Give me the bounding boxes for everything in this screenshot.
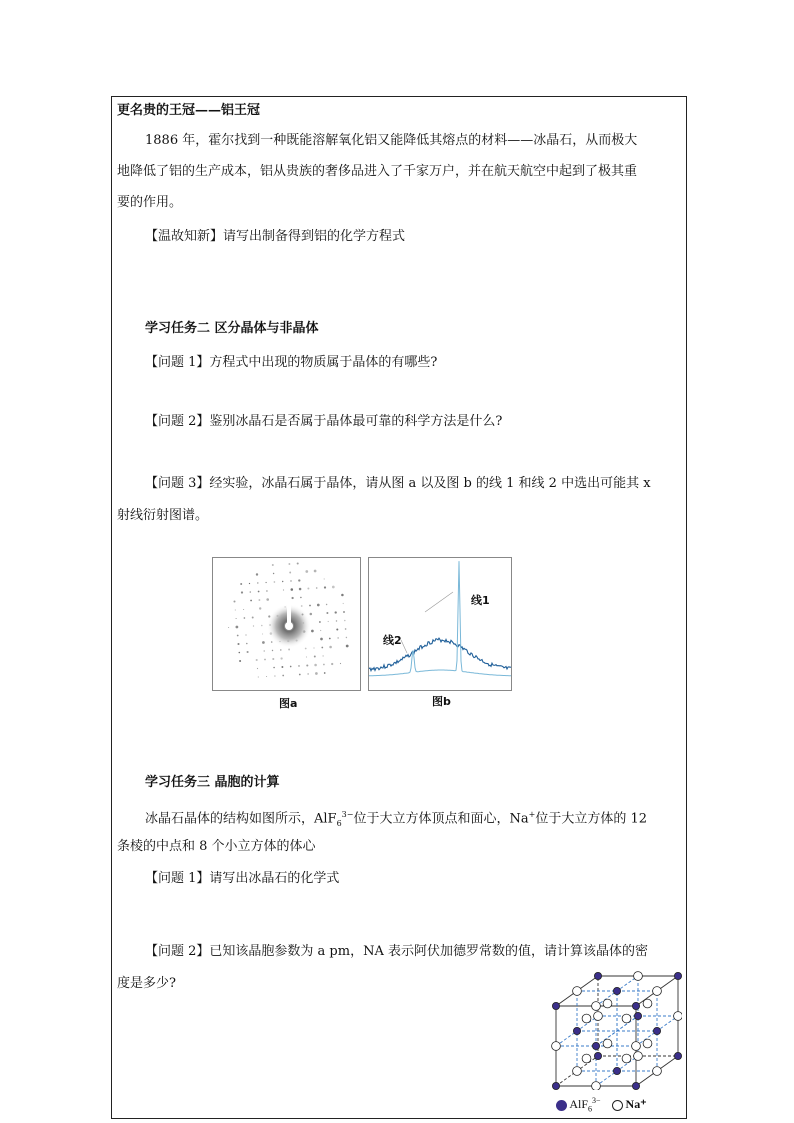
diffraction-spot — [321, 647, 323, 649]
diffraction-spot — [237, 643, 239, 645]
alf6-ion — [674, 1052, 681, 1059]
na-ion — [632, 1042, 641, 1051]
na-ion — [573, 1067, 582, 1076]
diffraction-spot — [316, 587, 318, 589]
unit-cell-legend: AlF$_6^{3-}$ Na⁺ — [556, 1096, 647, 1113]
diffraction-spot — [307, 588, 309, 590]
diffraction-spot — [331, 663, 333, 665]
diffraction-spot — [239, 660, 241, 662]
section-title: 更名贵的王冠——铝王冠 — [117, 103, 261, 118]
diffraction-spot — [244, 617, 246, 619]
diffraction-spot — [341, 594, 344, 597]
diffraction-spot — [326, 612, 328, 614]
diffraction-spot — [345, 628, 347, 630]
na-ion — [592, 1002, 601, 1011]
alf6-ion — [552, 1002, 559, 1009]
diffraction-spot — [243, 609, 244, 610]
alf6-ion — [592, 1042, 599, 1049]
diffraction-spot — [315, 672, 318, 675]
diffraction-spot — [313, 647, 314, 648]
diffraction-spot — [317, 604, 320, 607]
diffraction-spot — [298, 579, 300, 581]
intro-line-3: 要的作用。 — [117, 195, 183, 210]
diffraction-spot — [258, 599, 260, 601]
diffraction-spot — [324, 578, 325, 579]
na-ion — [643, 1039, 652, 1048]
diffraction-spot — [340, 663, 341, 664]
diffraction-spot — [290, 580, 291, 581]
diffraction-spot — [343, 603, 344, 604]
diffraction-spot — [288, 649, 290, 651]
alf6-ion — [573, 1027, 580, 1034]
diffraction-spot — [250, 591, 252, 593]
task2-question-1: 【问题 1】方程式中出现的物质属于晶体的有哪些? — [145, 355, 438, 370]
diffraction-spot — [314, 570, 317, 573]
diffraction-spot — [258, 676, 259, 677]
diffraction-spot — [299, 588, 302, 591]
alf6-ion — [674, 972, 681, 979]
diffraction-spot — [228, 627, 229, 628]
diffraction-spot — [274, 581, 276, 583]
figure-b-line2-label: 线2 — [383, 634, 402, 647]
task2-question-3-line2: 射线衍射图谱。 — [117, 508, 209, 523]
diffraction-spot — [336, 620, 337, 621]
na-ion — [622, 1014, 631, 1023]
na-ion — [653, 1067, 662, 1076]
diffraction-spot — [338, 637, 339, 638]
alf6-ion — [634, 1012, 641, 1019]
diffraction-spot — [335, 611, 337, 613]
diffraction-spot — [247, 651, 249, 653]
diffraction-spot — [266, 676, 267, 677]
diffraction-spot — [253, 625, 254, 626]
diffraction-spot — [272, 564, 274, 566]
figure-a-caption: 图a — [279, 697, 298, 710]
na-ion — [622, 1054, 631, 1063]
diffraction-spot — [264, 650, 265, 651]
diffraction-spot — [324, 586, 326, 588]
diffraction-spot — [282, 675, 284, 677]
diffraction-spot — [264, 659, 266, 661]
diffraction-spot — [326, 604, 327, 605]
alf6-ion — [613, 987, 620, 994]
task3-description-line1: 冰晶石晶体的结构如图所示，AlF$_6^{3-}$位于大立方体顶点和面心，Na+位于大立方体的 12 — [145, 810, 647, 828]
na-ion — [653, 987, 662, 996]
na-ion — [634, 972, 643, 981]
diffraction-spot — [241, 591, 243, 593]
alf6-ion — [653, 1027, 660, 1034]
diffraction-spot — [324, 672, 326, 674]
diffraction-spot — [328, 621, 329, 622]
diffraction-spot — [298, 665, 299, 666]
diffraction-spot — [344, 620, 346, 622]
diffraction-spot — [259, 607, 261, 609]
diffraction-spot — [257, 668, 258, 669]
diffraction-spot — [271, 641, 273, 643]
task3-question-2-line1: 【问题 2】已知该晶胞参数为 a pm，NA 表示阿伏加德罗常数的值，请计算该晶体的密 — [145, 944, 648, 959]
diffraction-spot — [300, 597, 301, 598]
figure-a-image — [213, 558, 360, 690]
diffraction-spot — [280, 649, 281, 650]
diffraction-spot — [289, 572, 291, 574]
diffraction-spot — [236, 618, 237, 619]
diffraction-spot — [311, 630, 314, 633]
diffraction-spot — [329, 646, 332, 649]
diffraction-spot — [273, 667, 275, 669]
figure-a-diffraction-pattern — [212, 557, 361, 691]
diffraction-spot — [235, 609, 236, 610]
diffraction-spot — [343, 611, 345, 613]
task3-heading: 学习任务三 晶胞的计算 — [145, 775, 280, 790]
diffraction-spot — [262, 641, 265, 644]
alf6-legend-icon — [556, 1100, 567, 1111]
cryolite-unit-cell-diagram — [546, 970, 682, 1090]
diffraction-spot — [299, 674, 301, 676]
na-ion — [573, 987, 582, 996]
intro-line-2: 地降低了铝的生产成本，铝从贵族的奢侈品进入了千家万户，并在航天航空中起到了极其重 — [117, 164, 638, 179]
na-ion — [594, 1012, 603, 1021]
figure-b-xrd-curves — [368, 557, 512, 691]
na-ion — [674, 1012, 682, 1021]
figure-b-caption: 图b — [432, 695, 451, 708]
diffraction-spot — [245, 634, 246, 635]
diffraction-spot — [323, 655, 324, 656]
diffraction-spot — [257, 582, 258, 583]
diffraction-spot — [290, 666, 292, 668]
diffraction-spot — [305, 570, 308, 573]
diffraction-spot — [256, 573, 258, 575]
diffraction-spot — [306, 656, 307, 657]
diffraction-spot — [280, 657, 282, 659]
diffraction-spot — [256, 659, 258, 661]
diffraction-spot — [249, 583, 250, 584]
diffraction-spot — [237, 635, 239, 637]
na-ion — [603, 1039, 612, 1048]
diffraction-spot — [252, 617, 254, 619]
na-ion — [603, 999, 612, 1008]
diffraction-spot — [272, 650, 273, 651]
diffraction-spot — [336, 628, 338, 630]
na-ion — [582, 1014, 591, 1023]
diffraction-spot — [265, 582, 266, 583]
diffraction-spot — [314, 664, 317, 667]
diffraction-spot — [332, 586, 335, 589]
diffraction-spot — [261, 625, 263, 627]
task2-heading: 学习任务二 区分晶体与非晶体 — [145, 321, 319, 336]
diffraction-spot — [258, 591, 260, 593]
na-ion — [634, 1052, 643, 1061]
na-ion — [552, 1042, 561, 1051]
diffraction-spot — [346, 645, 349, 648]
diffraction-spot — [238, 652, 240, 654]
diffraction-spot — [320, 630, 321, 631]
diffraction-spot — [297, 562, 299, 564]
diffraction-spot — [310, 613, 313, 616]
diffraction-spot — [272, 658, 274, 660]
diffraction-spot — [266, 590, 268, 592]
diffraction-spot — [262, 633, 263, 634]
diffraction-spot — [306, 664, 308, 666]
figure-b-line1-label: 线1 — [471, 594, 490, 607]
diffraction-spot — [246, 643, 248, 645]
diffraction-spot — [282, 581, 283, 582]
task2-question-2: 【问题 2】鉴别冰晶石是否属于晶体最可靠的科学方法是什么? — [145, 414, 503, 429]
diffraction-spot — [281, 666, 283, 668]
diffraction-spot — [309, 605, 311, 607]
diffraction-spot — [323, 664, 325, 666]
diffraction-spot — [301, 605, 303, 607]
diffraction-spot — [273, 573, 274, 574]
diffraction-spot — [236, 626, 239, 629]
alf6-ion — [594, 972, 601, 979]
diffraction-spot — [319, 621, 321, 623]
intro-line-1: 1886 年，霍尔找到一种既能溶解氧化铝又能降低其熔点的材料——冰晶石，从而极大 — [145, 133, 638, 148]
diffraction-spot — [314, 656, 316, 658]
task2-question-3-line1: 【问题 3】经实验，冰晶石属于晶体，请从图 a 以及图 b 的线 1 和线 2 中选出可能其 x — [145, 476, 651, 491]
task3-question-1: 【问题 1】请写出冰晶石的化学式 — [145, 871, 340, 886]
diffraction-spot — [291, 597, 293, 599]
diffraction-spot — [288, 563, 290, 565]
na-legend-icon — [612, 1100, 623, 1111]
diffraction-spot — [291, 588, 294, 591]
alf6-ion — [594, 1052, 601, 1059]
review-prompt: 【温故知新】请写出制备得到铝的化学方程式 — [145, 229, 406, 244]
alf6-ion — [613, 1067, 620, 1074]
na-ion — [582, 1054, 591, 1063]
na-ion — [592, 1082, 601, 1090]
figure-b-image — [369, 558, 511, 690]
diffraction-spot — [320, 638, 323, 641]
diffraction-spot — [233, 600, 235, 602]
diffraction-spot — [305, 648, 307, 650]
diffraction-spot — [250, 600, 252, 602]
diffraction-spot — [274, 675, 276, 677]
diffraction-spot — [329, 638, 331, 640]
diffraction-spot — [308, 673, 309, 674]
alf6-ion — [632, 1002, 639, 1009]
diffraction-spot — [266, 598, 269, 601]
na-ion — [643, 999, 652, 1008]
diffraction-spot — [283, 589, 284, 590]
task3-question-2-line2: 度是多少? — [117, 976, 176, 991]
alf6-ion — [552, 1082, 559, 1089]
diffraction-spot — [240, 583, 242, 585]
task3-description-line2: 条棱的中点和 8 个小立方体的体心 — [117, 839, 316, 854]
diffraction-spot — [346, 637, 347, 638]
alf6-ion — [632, 1082, 639, 1089]
